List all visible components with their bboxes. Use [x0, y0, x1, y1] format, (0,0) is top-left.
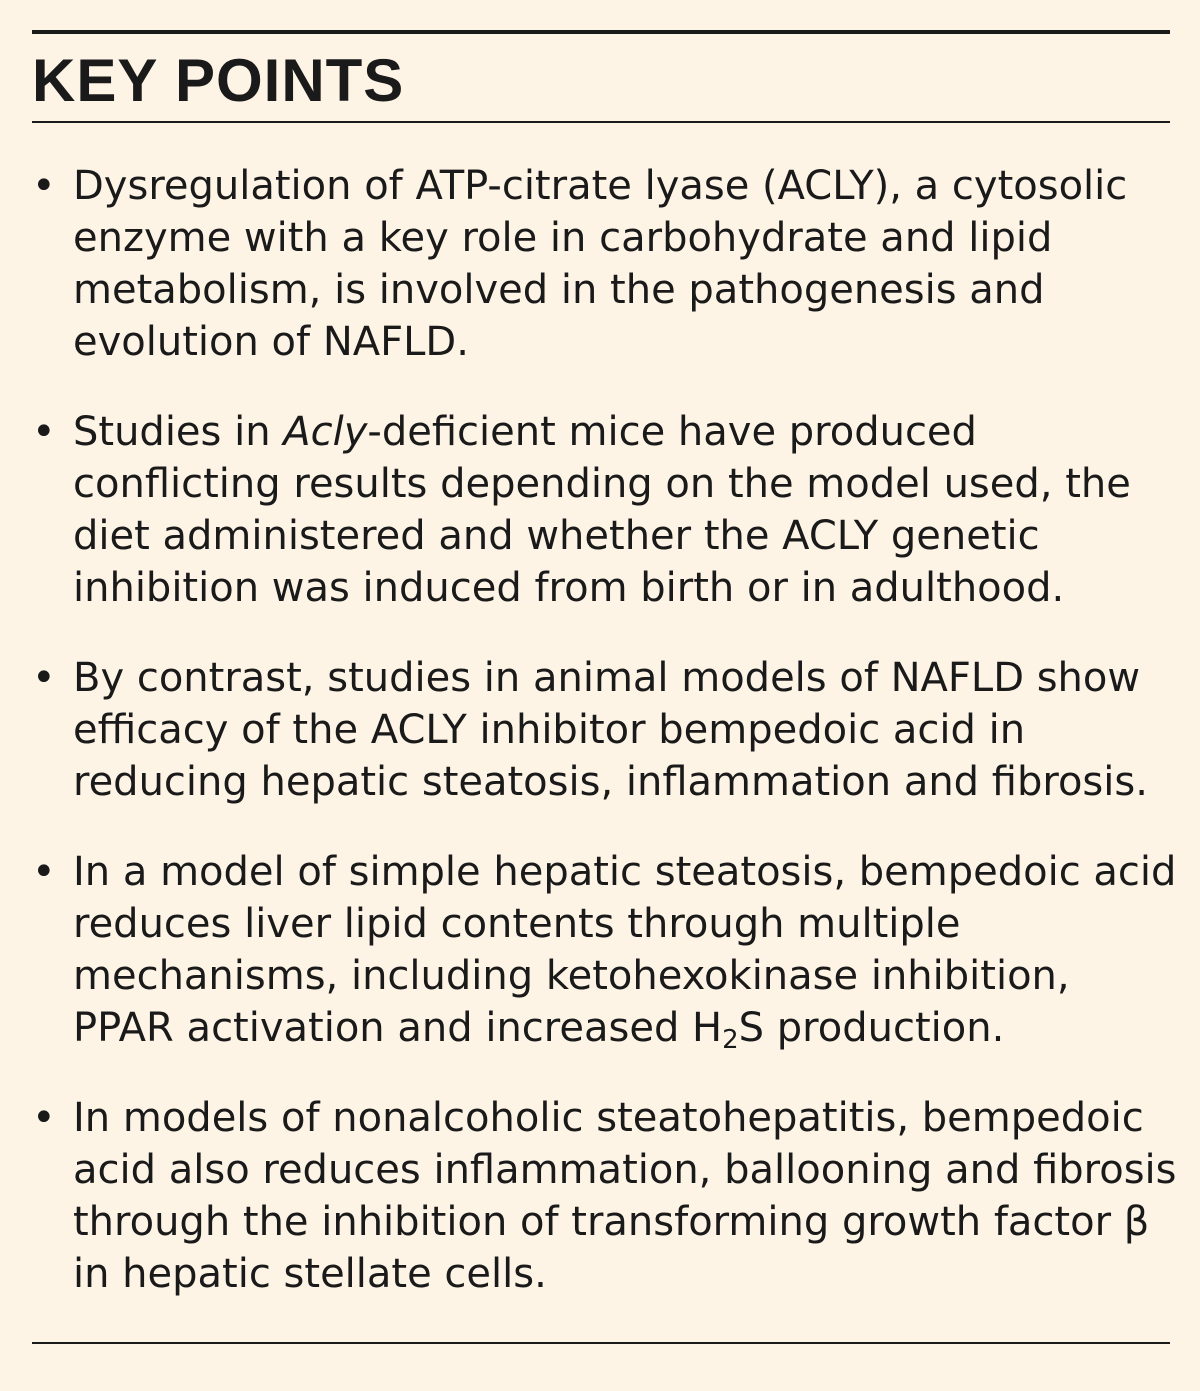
- key-point-3: [0, 652, 1200, 808]
- key-point-5: [0, 1092, 1200, 1300]
- bullet-icon: •: [32, 849, 56, 895]
- key-point-1: [0, 160, 1200, 368]
- key-point-4: [0, 846, 1200, 1054]
- bottom-rule: [32, 1342, 1170, 1344]
- key-point-text: Studies in: [73, 409, 284, 455]
- bullet-icon: •: [32, 163, 56, 209]
- subscript: 2: [722, 1025, 739, 1055]
- key-point-text-continued: S production.: [738, 1005, 1005, 1051]
- key-point-text: By contrast, studies in animal models of NAFLD show efficacy of the ACLY inhibitor bempedoic acid in reducing hepatic steatosis, inflammation and fibrosis.: [73, 655, 1148, 805]
- key-point-2: [0, 406, 1200, 614]
- key-point-text: In models of nonalcoholic steatohepatitis, bempedoic acid also reduces inflammation, ballooning and fibrosis through the inhibition of transforming growth factor β in hepatic stellate cells.: [73, 1095, 1177, 1297]
- section-title: KEY POINTS: [32, 47, 405, 114]
- gene-name-italic: Acly: [283, 409, 368, 455]
- key-point-text-continued: -deficient mice have produced conflicting results depending on the model used, the diet administered and whether the ACLY genetic inhibition was induced from birth or in adulthood.: [73, 409, 1131, 611]
- key-points-list: [0, 160, 1200, 1338]
- key-point-text: Dysregulation of ATP-citrate lyase (ACLY), a cytosolic enzyme with a key role in carbohydrate and lipid metabolism, is involved in the pathogenesis and evolution of NAFLD.: [73, 163, 1128, 365]
- bullet-icon: •: [32, 655, 56, 701]
- title-divider: [32, 121, 1170, 123]
- bullet-icon: •: [32, 409, 56, 455]
- top-rule: [32, 30, 1170, 34]
- key-point-text: In a model of simple hepatic steatosis, bempedoic acid reduces liver lipid contents through multiple mechanisms, including ketohexokinase inhibition, PPAR activation and increased H: [73, 849, 1177, 1051]
- bullet-icon: •: [32, 1095, 56, 1141]
